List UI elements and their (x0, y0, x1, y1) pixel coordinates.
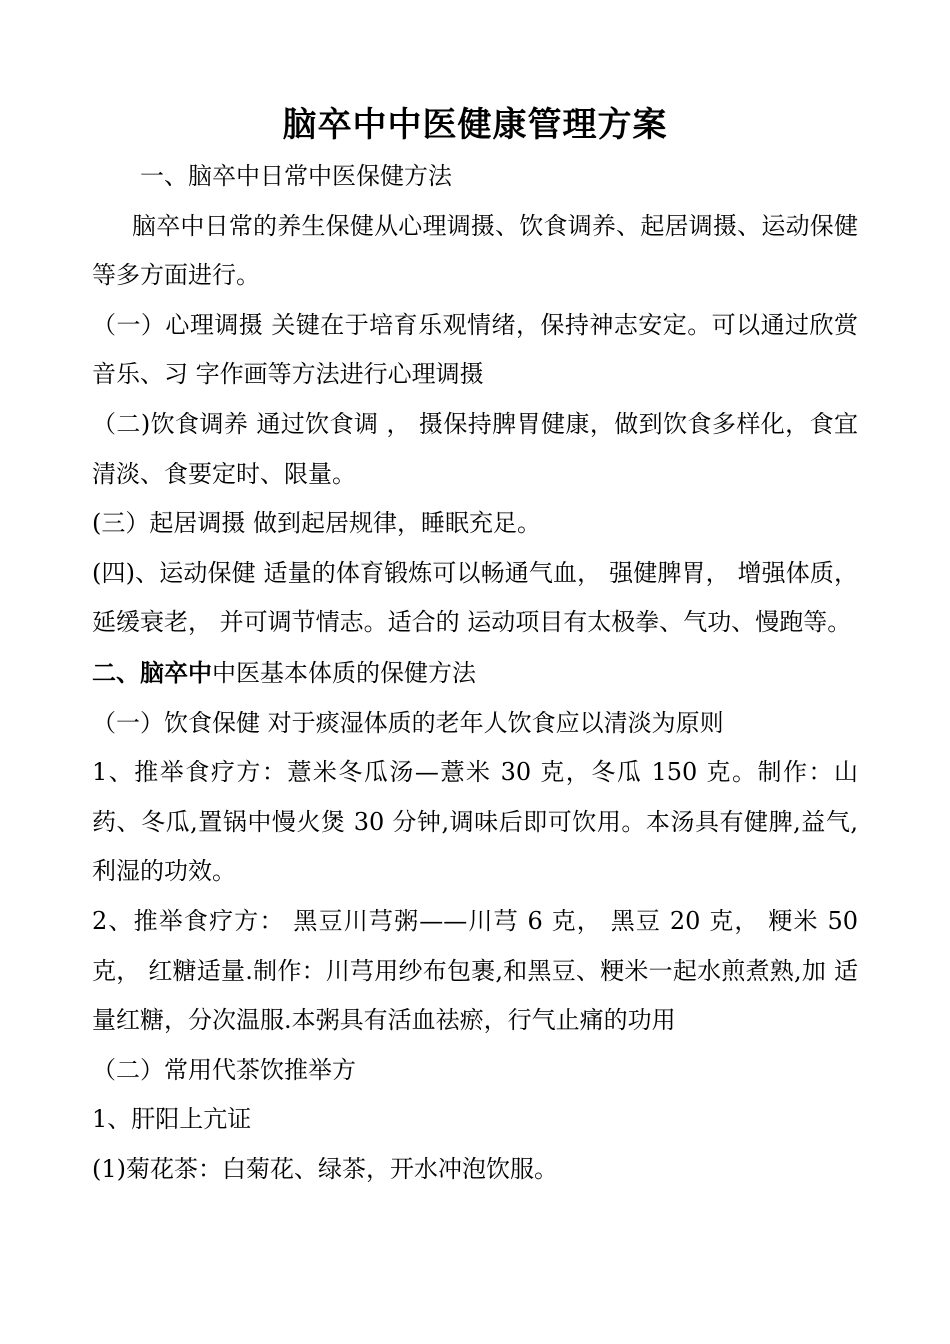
document-page (92, 100, 858, 1194)
section1-item-3: (三）起居调摄 做到起居规律，睡眠充足。 (92, 509, 541, 538)
section2-sub2: （二）常用代茶饮推举方 (92, 1055, 356, 1084)
section1-item-2: （二)饮食调养 通过饮食调 ， 摄保持脾胃健康，做到饮食多样化，食宜清淡、食要定时、限量。 (92, 409, 858, 488)
section1-item-1: （一）心理调摄 关键在于培育乐观情绪，保持神志安定。可以通过欣赏音乐、习 字作画等方法进行心理调摄 (92, 310, 858, 389)
section2-recipe-2: 2、推举食疗方： 黑豆川芎粥——川芎 6 克， 黑豆 20 克， 粳米 50 克， 红糖适量.制作：川芎用纱布包裹,和黑豆、粳米一起水煎煮熟,加 适量红糖，分次温服.本粥具有活血祛瘀，行气止痛的功用 (92, 906, 858, 1035)
section2-item-1: 1、肝阳上亢证 (92, 1105, 252, 1134)
section2-heading-bold: 二、脑卒中 (92, 657, 212, 687)
section2-sub1: （一）饮食保健 对于痰湿体质的老年人饮食应以清淡为原则 (92, 708, 724, 737)
section2-heading (92, 648, 858, 699)
section1-heading: 一、脑卒中日常中医保健方法 (140, 162, 452, 190)
section2-item-1-1: (1)菊花茶：白菊花、绿茶，开水冲泡饮服。 (92, 1154, 558, 1183)
section2-recipe-1: 1、推举食疗方：薏米冬瓜汤—薏米 30 克，冬瓜 150 克。制作：山药、冬瓜,置锅中慢火煲 30 分钟,调味后即可饮用。本汤具有健脾,益气,利湿的功效。 (92, 758, 858, 886)
section1-item-4: (四)、运动保健 适量的体育锻炼可以畅通气血， 强健脾胃， 增强体质， 延缓衰老， 并可调节情志。适合的 运动项目有太极拳、气功、慢跑等。 (92, 558, 858, 637)
section1-intro: 脑卒中日常的养生保健从心理调摄、饮食调养、起居调摄、运动保健等多方面进行。 (92, 211, 858, 290)
section2-heading-rest: 中医基本体质的保健方法 (212, 658, 476, 687)
document-title: 脑卒中中医健康管理方案 (282, 105, 668, 145)
